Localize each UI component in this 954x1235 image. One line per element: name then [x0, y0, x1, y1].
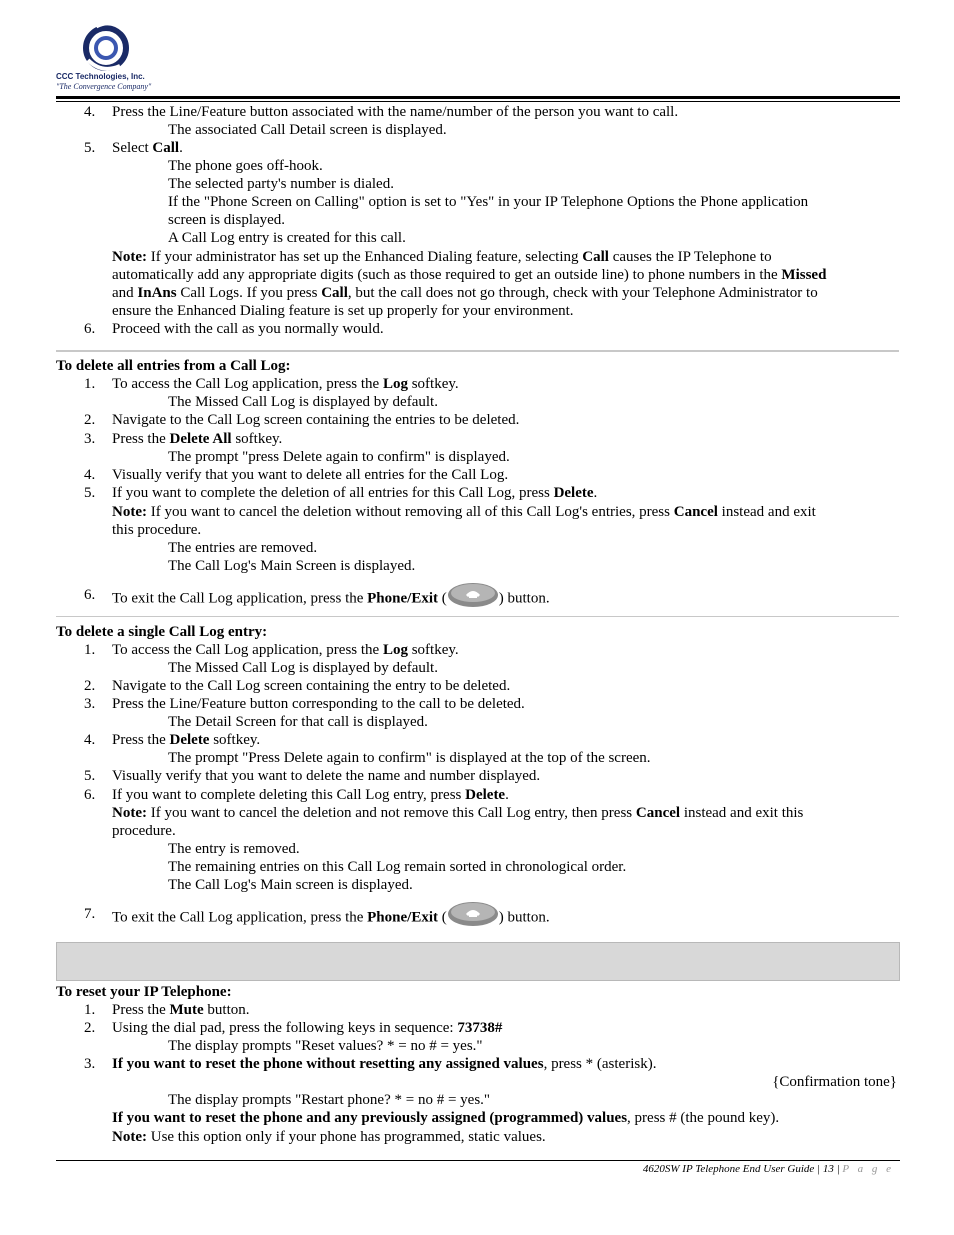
step-text: Navigate to the Call Log screen containing the entry to be deleted. [112, 678, 511, 694]
step-result: The display prompts "Restart phone? * = no # = yes." [168, 1092, 491, 1108]
step-text: Press the Delete All softkey. [112, 431, 283, 447]
step-result: The selected party's number is dialed. [168, 176, 394, 192]
step-number: 3. [84, 431, 96, 447]
step-result: The display prompts "Reset values? * = no # = yes." [168, 1038, 483, 1054]
step-number: 3. [84, 1056, 96, 1072]
step-result: The remaining entries on this Call Log remain sorted in chronological order. [168, 859, 627, 875]
step-result: The prompt "press Delete again to confirm" is displayed. [168, 449, 510, 465]
section-title-bar [56, 942, 900, 981]
step-number: 1. [84, 1002, 96, 1018]
step-result: The Call Log's Main Screen is displayed. [168, 558, 416, 574]
step-text: To exit the Call Log application, press the Phone/Exit ( ) button. [112, 586, 550, 612]
note: Note: Use this option only if your phone has programmed, static values. [112, 1129, 546, 1145]
step-result: screen is displayed. [168, 212, 286, 228]
note: automatically add any appropriate digits (such as those required to get an outside line) to phone numbers in the Missed [112, 267, 827, 283]
step-text: Using the dial pad, press the following keys in sequence: 73738# [112, 1020, 503, 1036]
step-text: Visually verify that you want to delete the name and number displayed. [112, 768, 541, 784]
step-result: The entries are removed. [168, 540, 318, 556]
step-number: 6. [84, 321, 96, 337]
step-text: Proceed with the call as you normally would. [112, 321, 384, 337]
step-result: The Missed Call Log is displayed by default. [168, 394, 438, 410]
step-text: To exit the Call Log application, press the Phone/Exit ( ) button. [112, 905, 550, 931]
step-result: The phone goes off-hook. [168, 158, 323, 174]
step-result: The associated Call Detail screen is displayed. [168, 122, 447, 138]
step-text: Press the Line/Feature button associated with the name/number of the person you want to call. [112, 104, 679, 120]
page-number: 13 [822, 1163, 834, 1175]
step-result: If the "Phone Screen on Calling" option is set to "Yes" in your IP Telephone Options the Phone application [168, 194, 809, 210]
step-result: The entry is removed. [168, 841, 300, 857]
section-heading: To delete a single Call Log entry: [56, 624, 268, 640]
step-number: 5. [84, 768, 96, 784]
step-number: 1. [84, 376, 96, 392]
step-number: 2. [84, 678, 96, 694]
confirmation-tone: {Confirmation tone} [772, 1074, 897, 1090]
section-divider [56, 616, 899, 617]
step-text: Select Call. [112, 140, 183, 156]
step-text: To access the Call Log application, press the Log softkey. [112, 642, 459, 658]
step-number: 2. [84, 412, 96, 428]
note: procedure. [112, 823, 176, 839]
step-text: Press the Delete softkey. [112, 732, 261, 748]
step-text: If you want to reset the phone and any previously assigned (programmed) values, press # (the pound key). [112, 1110, 780, 1126]
company-tagline: "The Convergence Company" [56, 82, 152, 91]
logo-swirl-icon [56, 20, 136, 72]
section-heading: To reset your IP Telephone: [56, 984, 232, 1000]
step-result: The prompt "Press Delete again to confirm" is displayed at the top of the screen. [168, 750, 651, 766]
step-number: 4. [84, 467, 96, 483]
note: this procedure. [112, 522, 202, 538]
step-number: 3. [84, 696, 96, 712]
step-result: The Detail Screen for that call is displayed. [168, 714, 428, 730]
phone-exit-button-icon [447, 901, 499, 927]
header-rule [56, 96, 900, 99]
company-logo [56, 20, 166, 94]
step-text: To access the Call Log application, press the Log softkey. [112, 376, 459, 392]
phone-exit-button-icon [447, 582, 499, 608]
company-name: CCC Technologies, Inc. [56, 72, 145, 81]
page-footer: 4620SW IP Telephone End User Guide | 13 | P a g e [642, 1163, 894, 1175]
header-rule-thin [56, 101, 900, 102]
step-number: 1. [84, 642, 96, 658]
step-number: 5. [84, 485, 96, 501]
section-divider [56, 350, 899, 352]
note: and InAns Call Logs. If you press Call, but the call does not go through, check with your Telephone Administrator to [112, 285, 818, 301]
step-result: The Missed Call Log is displayed by default. [168, 660, 438, 676]
note: Note: If you want to cancel the deletion without removing all of this Call Log's entries, press Cancel instead and exit [112, 504, 816, 520]
step-text: If you want to complete deleting this Call Log entry, press Delete. [112, 787, 509, 803]
step-number: 6. [84, 787, 96, 803]
step-number: 4. [84, 732, 96, 748]
footer-rule [56, 1160, 900, 1161]
step-text: Navigate to the Call Log screen containing the entries to be deleted. [112, 412, 520, 428]
step-number: 6. [84, 587, 96, 603]
step-text: Press the Mute button. [112, 1002, 250, 1018]
step-text: If you want to complete the deletion of all entries for this Call Log, press Delete. [112, 485, 598, 501]
note: Note: If you want to cancel the deletion and not remove this Call Log entry, then press Cancel instead and exit this [112, 805, 804, 821]
step-result: The Call Log's Main screen is displayed. [168, 877, 413, 893]
step-text: If you want to reset the phone without resetting any assigned values, press * (asterisk). [112, 1056, 657, 1072]
note: ensure the Enhanced Dialing feature is set up properly for your environment. [112, 303, 574, 319]
step-number: 2. [84, 1020, 96, 1036]
step-result: A Call Log entry is created for this call. [168, 230, 406, 246]
step-number: 5. [84, 140, 96, 156]
step-number: 4. [84, 104, 96, 120]
step-text: Visually verify that you want to delete all entries for the Call Log. [112, 467, 509, 483]
step-number: 7. [84, 906, 96, 922]
section-heading: To delete all entries from a Call Log: [56, 358, 291, 374]
note: Note: If your administrator has set up the Enhanced Dialing feature, selecting Call causes the IP Telephone to [112, 249, 772, 265]
step-text: Press the Line/Feature button corresponding to the call to be deleted. [112, 696, 525, 712]
